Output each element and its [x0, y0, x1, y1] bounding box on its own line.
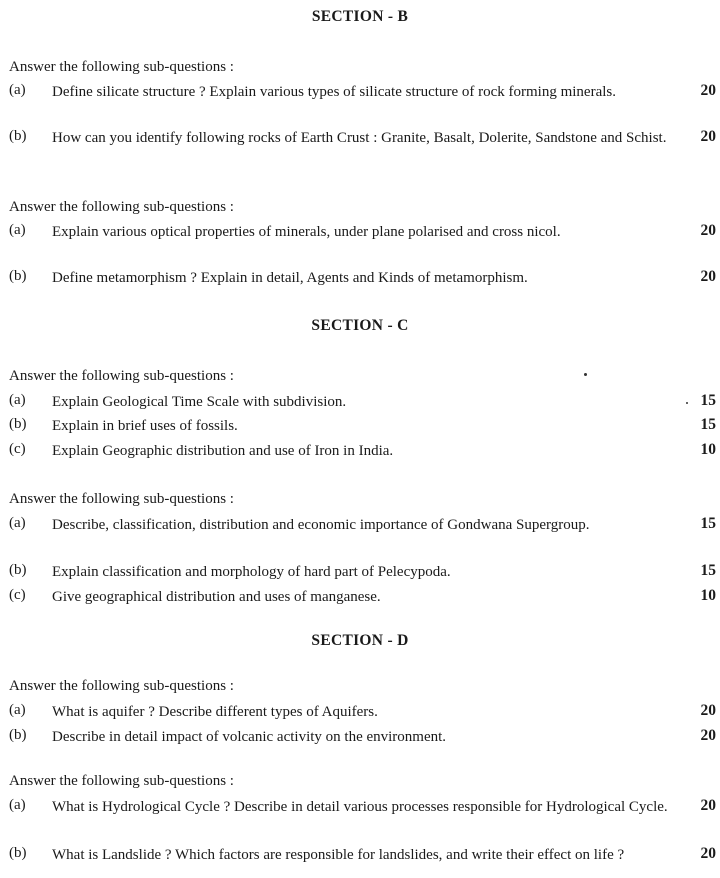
question-marks: 15 [700, 562, 716, 579]
section-title: SECTION - B [311, 8, 409, 25]
question-label: (a) [9, 392, 26, 408]
question-label: (a) [9, 515, 26, 531]
question-label: (a) [9, 702, 26, 718]
scan-speck [686, 402, 688, 404]
question-marks: 15 [700, 416, 716, 433]
question-text: What is Hydrological Cycle ? Describe in detail various processes responsible for Hydrological Cycle. [52, 799, 668, 815]
question-marks: 20 [700, 128, 716, 145]
question-marks: 20 [700, 797, 716, 814]
question-text: Explain in brief uses of fossils. [52, 418, 238, 434]
question-marks: 15 [700, 515, 716, 532]
question-text: Define metamorphism ? Explain in detail, Agents and Kinds of metamorphism. [52, 270, 528, 286]
scan-speck [584, 373, 587, 376]
question-marks: 15 [700, 392, 716, 409]
question-marks: 20 [700, 845, 716, 862]
question-marks: 20 [700, 222, 716, 239]
question-label: (c) [9, 441, 26, 457]
question-label: (c) [9, 587, 26, 603]
question-label: (b) [9, 416, 27, 432]
group-instruction: Answer the following sub-questions : [9, 773, 234, 789]
section-title: SECTION - C [311, 317, 409, 334]
question-text: Describe, classification, distribution and economic importance of Gondwana Supergroup. [52, 517, 590, 533]
question-label: (a) [9, 222, 26, 238]
question-text: Explain various optical properties of minerals, under plane polarised and cross nicol. [52, 224, 561, 240]
group-instruction: Answer the following sub-questions : [9, 59, 234, 75]
question-label: (b) [9, 845, 27, 861]
question-text: What is aquifer ? Describe different types of Aquifers. [52, 704, 378, 720]
question-marks: 10 [700, 441, 716, 458]
question-marks: 20 [700, 82, 716, 99]
group-instruction: Answer the following sub-questions : [9, 491, 234, 507]
question-label: (b) [9, 727, 27, 743]
question-label: (b) [9, 268, 27, 284]
group-instruction: Answer the following sub-questions : [9, 368, 234, 384]
question-marks: 20 [700, 268, 716, 285]
question-marks: 20 [700, 727, 716, 744]
group-instruction: Answer the following sub-questions : [9, 678, 234, 694]
question-text: Explain classification and morphology of hard part of Pelecypoda. [52, 564, 451, 580]
group-instruction: Answer the following sub-questions : [9, 199, 234, 215]
question-marks: 20 [700, 702, 716, 719]
question-text: Define silicate structure ? Explain various types of silicate structure of rock forming minerals. [52, 84, 616, 100]
question-text: Explain Geological Time Scale with subdivision. [52, 394, 347, 410]
question-label: (a) [9, 82, 26, 98]
question-text: What is Landslide ? Which factors are responsible for landslides, and write their effect on life ? [52, 847, 625, 863]
question-label: (b) [9, 562, 27, 578]
question-text: Describe in detail impact of volcanic activity on the environment. [52, 729, 447, 745]
question-text: Explain Geographic distribution and use of Iron in India. [52, 443, 394, 459]
question-label: (b) [9, 128, 27, 144]
question-marks: 10 [700, 587, 716, 604]
question-text: How can you identify following rocks of Earth Crust : Granite, Basalt, Dolerite, Sandstone and Schist. [52, 130, 667, 146]
question-text: Give geographical distribution and uses of manganese. [52, 589, 381, 605]
section-title: SECTION - D [311, 632, 409, 649]
question-label: (a) [9, 797, 26, 813]
